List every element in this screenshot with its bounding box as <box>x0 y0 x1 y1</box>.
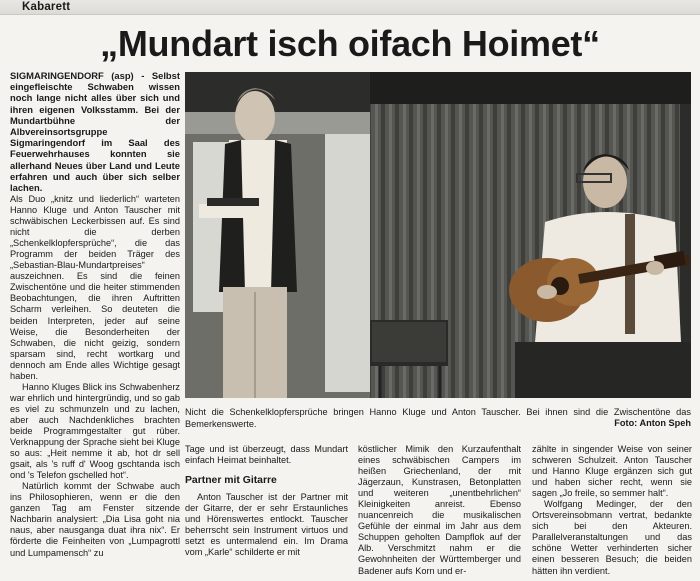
photo-illustration <box>185 72 691 398</box>
body-paragraph: köstlicher Mimik den Kurzaufenthalt eines schwäbischen Campers im heißen Griechenland, der mit Jägerzaun, Kunstrasen, Betonplatten und weiteren „unentbehrlichen“ Kleinigkeiten anreist. Ebenso nuancenreich die musikalischen Gefühle der einmal im Jahr aus dem Schuppen geholten Dampflok auf der Alb. Verschmitzt nahm er die Gewohnheiten der Württemberger und Badener aufs Korn und er- <box>358 444 521 576</box>
body-paragraph: zählte in singender Weise von seiner schweren Schulzeit. Anton Tauscher und Hanno Kluge ergänzen sich gut und haben sicher recht, wenn sie sagen „Jo freile, so semmer halt“. <box>532 444 692 499</box>
lead-paragraph: SIGMARINGENDORF (asp) - Selbst eingefleischte Schwaben wissen noch lange nicht alles über sich und ihren eigenen Volksstamm. Bei der Mundartbühne der Albvereinsortsgruppe Sigmaringendorf im Saal des Feuerwehrhauses konnten sie allerhand Neues über Land und Leute erfahren und auch über sich selber lachen. <box>10 70 180 194</box>
body-paragraph: Hanno Kluges Blick ins Schwabenherz war ehrlich und hintergründig, und so gab es viel zu schmunzeln und zu lachen, aber auch Nachdenkliches brachten beide Programmgestalter gut rüber. Verknappung der Sprache sieht bei Kluge so aus: „Heit nemme it ab, hot dr sell gsait, als 's ruff d' Woog gschtanda isch ond 's Telefon gschelled hot“. <box>10 381 180 481</box>
headline: „Mundart isch oifach Hoimet“ <box>100 23 600 64</box>
body-column-4 <box>532 444 692 577</box>
body-paragraph: Als Duo „knitz und liederlich“ warteten Hanno Kluge und Anton Tauscher mit schwäbischen Leckerbissen auf. Es sind nicht die derben „Schenkelklopfersprüche“, die das Programm der beiden Träger des „Sebastian-Blau-Mundartpreises“ auszeichnen. Es sind die feinen Zwischentöne und die heiter stimmenden Beobachtungen, die ihren Auftritten Scharm verleihen. So deuteten die beiden Interpreten, jeder auf seine Weise, die Besonderheiten der Schwaben, die nicht geizig, sondern sparsam sind, recht wortkarg und dennoch am Ende alles Wichtige gesagt haben. <box>10 194 180 381</box>
article-photo <box>185 72 691 398</box>
body-column-3 <box>358 444 521 577</box>
body-column-left <box>10 194 180 559</box>
subheading: Partner mit Gitarre <box>185 475 277 487</box>
section-bar <box>0 0 700 15</box>
body-paragraph: Natürlich kommt der Schwabe auch ins Philosophieren, wenn er die den ganzen Tag am Fenster sitzende Nachbarin analysiert: „Dia Lisa goht nia naus, aber nausganga duat ihra nix“. Er förderte die Feinheiten von „Lumpagrottl und Lumpamensch“ zu <box>10 481 180 558</box>
body-paragraph: Wolfgang Medinger, der den Ortsvereinsobmann vertrat, bedankte sich bei den Akteuren. Parallelveranstaltungen und das schöne Wetter verhinderten sicher einen besseren Besuch; die beiden hätten ihn verdient. <box>532 499 692 576</box>
photo-caption: Nicht die Schenkelklopfersprüche bringen Hanno Kluge und Anton Tauscher. Bei ihnen sind die Zwischentöne das Bemerkenswerte. <box>185 407 691 429</box>
body-paragraph: Tage und ist überzeugt, dass Mundart einfach Heimat beinhaltet. <box>185 444 348 466</box>
photo-credit: Foto: Anton Speh <box>614 418 691 428</box>
body-paragraph: Anton Tauscher ist der Partner mit der Gitarre, der er sehr Erstaunliches und Hörenswertes entlockt. Tauscher beherrscht sein Instrument virtuos und setzt es untermalend ein. Im Drama vom „Karle“ schilderte er mit <box>185 492 348 558</box>
section-label: Kabarett <box>22 1 71 13</box>
body-column-2 <box>185 444 348 558</box>
